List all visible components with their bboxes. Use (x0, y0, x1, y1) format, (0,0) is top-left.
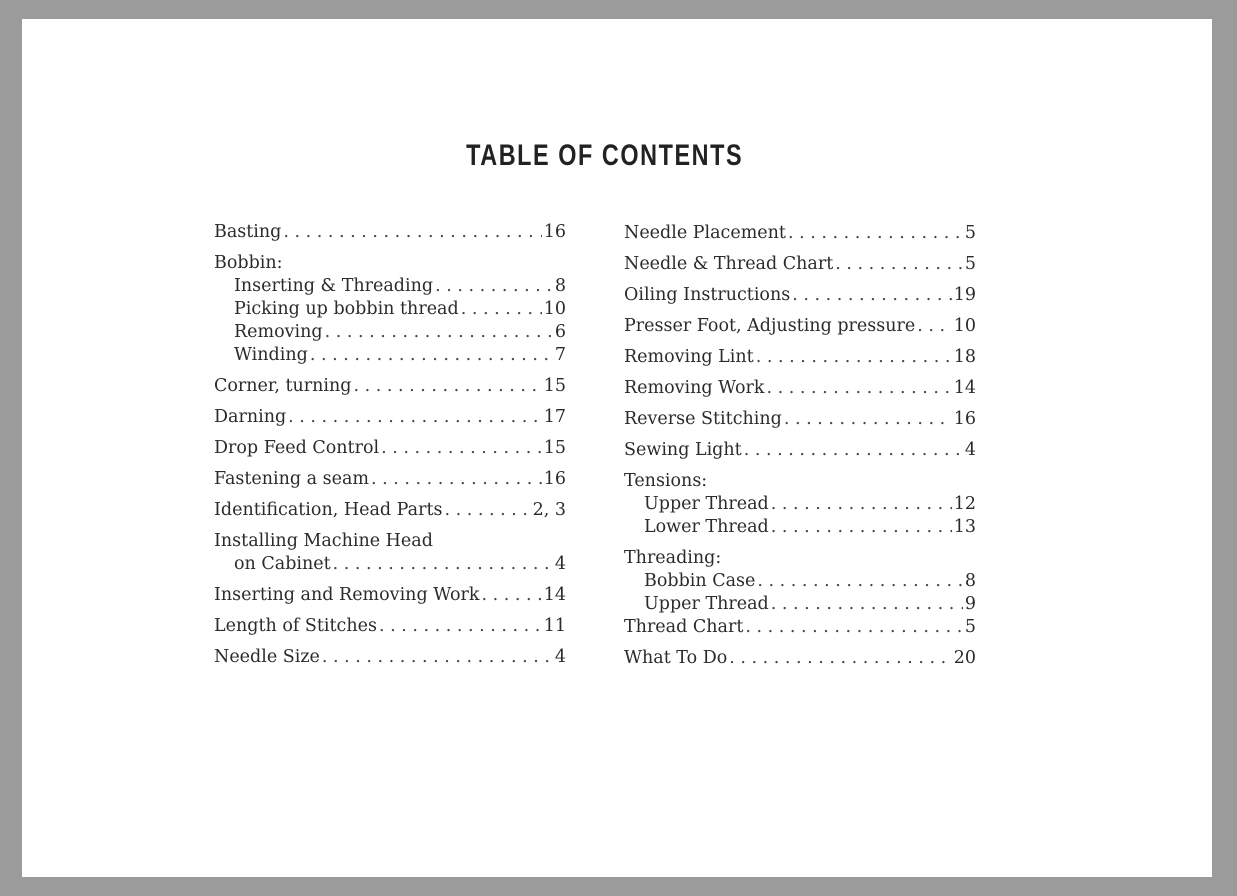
dot-leader (379, 615, 542, 638)
page-title: TABLE OF CONTENTS (466, 139, 744, 172)
toc-entry-page-number: 16 (953, 409, 976, 429)
toc-entry-page-number: 8 (554, 276, 566, 296)
toc-entry-page-number: 5 (964, 254, 976, 274)
dot-leader (784, 408, 952, 431)
toc-entry-page-number: 15 (543, 376, 566, 396)
toc-heading: Tensions: (624, 471, 708, 491)
dot-leader (322, 646, 553, 669)
toc-entry-label: What To Do (624, 648, 728, 668)
toc-entry (624, 647, 976, 670)
toc-entry (214, 615, 566, 638)
toc-entry-label: on Cabinet (234, 554, 331, 574)
dot-leader (729, 647, 951, 670)
toc-entry (214, 437, 566, 460)
toc-entry (214, 584, 566, 607)
dot-leader (745, 616, 963, 639)
toc-entry-label: Needle Size (214, 647, 320, 667)
toc-entry (214, 221, 566, 244)
document-page (22, 19, 1212, 877)
dot-leader (482, 584, 542, 607)
dot-leader (771, 493, 952, 516)
dot-leader (325, 321, 553, 344)
toc-entry (214, 553, 566, 576)
toc-entry-label: Fastening a seam (214, 469, 370, 489)
toc-entry-label: Thread Chart (624, 617, 744, 637)
dot-leader (756, 346, 952, 369)
toc-entry-page-number: 5 (964, 223, 976, 243)
toc-entry (214, 375, 566, 398)
toc-entry-label: Darning (214, 407, 287, 427)
dot-leader (435, 275, 553, 298)
dot-leader (835, 253, 963, 276)
dot-leader (283, 221, 541, 244)
toc-entry-label: Length of Stitches (214, 616, 377, 636)
toc-entry (214, 646, 566, 669)
toc-entry-label: Picking up bobbin thread (234, 299, 459, 319)
toc-entry-page-number: 19 (953, 285, 976, 305)
toc-entry-page-number: 10 (953, 316, 976, 336)
toc-entry-page-number: 12 (953, 494, 976, 514)
toc-entry-page-number: 7 (554, 345, 566, 365)
dot-leader (288, 406, 542, 429)
toc-entry-page-number: 20 (953, 648, 976, 668)
toc-entry-label: Winding (234, 345, 308, 365)
toc-entry (214, 298, 566, 321)
dot-leader (771, 593, 963, 616)
toc-entry-page-number: 16 (543, 222, 566, 242)
toc-heading: Installing Machine Head (214, 531, 433, 551)
toc-entry (214, 406, 566, 429)
toc-entry-page-number: 13 (953, 517, 976, 537)
dot-leader (757, 570, 962, 593)
toc-heading: Bobbin: (214, 253, 283, 273)
toc-entry-page-number: 2, 3 (532, 500, 566, 520)
toc-entry-label: Upper Thread (644, 494, 769, 514)
toc-entry-label: Sewing Light (624, 440, 742, 460)
toc-entry-label: Reverse Stitching (624, 409, 782, 429)
toc-entry-page-number: 10 (543, 299, 566, 319)
dot-leader (444, 499, 530, 522)
toc-entry-page-number: 4 (554, 647, 566, 667)
toc-entry-label: Inserting and Removing Work (214, 585, 480, 605)
toc-entry (624, 616, 976, 639)
toc-entry (624, 377, 976, 400)
toc-entry (624, 516, 976, 539)
dot-leader (333, 553, 553, 576)
toc-entry (214, 321, 566, 344)
toc-entry-page-number: 11 (543, 616, 566, 636)
toc-entry-label: Bobbin Case (644, 571, 756, 591)
toc-heading: Threading: (624, 548, 722, 568)
toc-entry (624, 284, 976, 307)
toc-entry-page-number: 5 (964, 617, 976, 637)
toc-entry-page-number: 4 (964, 440, 976, 460)
toc-entry-label: Inserting & Threading (234, 276, 434, 296)
dot-leader (771, 516, 952, 539)
toc-entry (214, 499, 566, 522)
toc-entry-page-number: 8 (964, 571, 976, 591)
dot-leader (788, 222, 963, 245)
toc-entry (624, 253, 976, 276)
toc-entry-page-number: 4 (554, 554, 566, 574)
toc-entry-label: Upper Thread (644, 594, 769, 614)
toc-entry (214, 275, 566, 298)
toc-entry (624, 439, 976, 462)
toc-entry-label: Removing (234, 322, 323, 342)
dot-leader (310, 344, 553, 367)
dot-leader (792, 284, 951, 307)
toc-entry-page-number: 17 (543, 407, 566, 427)
toc-entry (214, 468, 566, 491)
toc-right-column (624, 222, 976, 670)
dot-leader (371, 468, 542, 491)
toc-entry-page-number: 18 (953, 347, 976, 367)
dot-leader (354, 375, 542, 398)
toc-entry-label: Corner, turning (214, 376, 352, 396)
toc-entry-page-number: 15 (543, 438, 566, 458)
toc-entry-page-number: 16 (543, 469, 566, 489)
toc-entry-label: Lower Thread (644, 517, 769, 537)
toc-entry (624, 315, 976, 338)
toc-left-column (214, 221, 566, 669)
dot-leader (461, 298, 542, 321)
toc-entry-label: Removing Work (624, 378, 765, 398)
dot-leader (381, 437, 542, 460)
dot-leader (744, 439, 963, 462)
toc-entry-label: Needle Placement (624, 223, 786, 243)
toc-entry-label: Drop Feed Control (214, 438, 380, 458)
toc-entry-label: Basting (214, 222, 282, 242)
dot-leader (917, 315, 951, 338)
toc-entry-label: Oiling Instructions (624, 285, 791, 305)
toc-entry-label: Identification, Head Parts (214, 500, 443, 520)
toc-entry-page-number: 14 (953, 378, 976, 398)
toc-entry-page-number: 6 (554, 322, 566, 342)
toc-entry-label: Presser Foot, Adjusting pressure (624, 316, 916, 336)
toc-entry (624, 222, 976, 245)
toc-entry (214, 344, 566, 367)
toc-entry (624, 493, 976, 516)
toc-entry (624, 593, 976, 616)
toc-entry-label: Needle & Thread Chart (624, 254, 834, 274)
toc-entry (624, 346, 976, 369)
toc-entry (624, 570, 976, 593)
toc-entry-page-number: 14 (543, 585, 566, 605)
toc-entry-label: Removing Lint (624, 347, 754, 367)
toc-entry (624, 408, 976, 431)
dot-leader (767, 377, 952, 400)
toc-entry-page-number: 9 (964, 594, 976, 614)
